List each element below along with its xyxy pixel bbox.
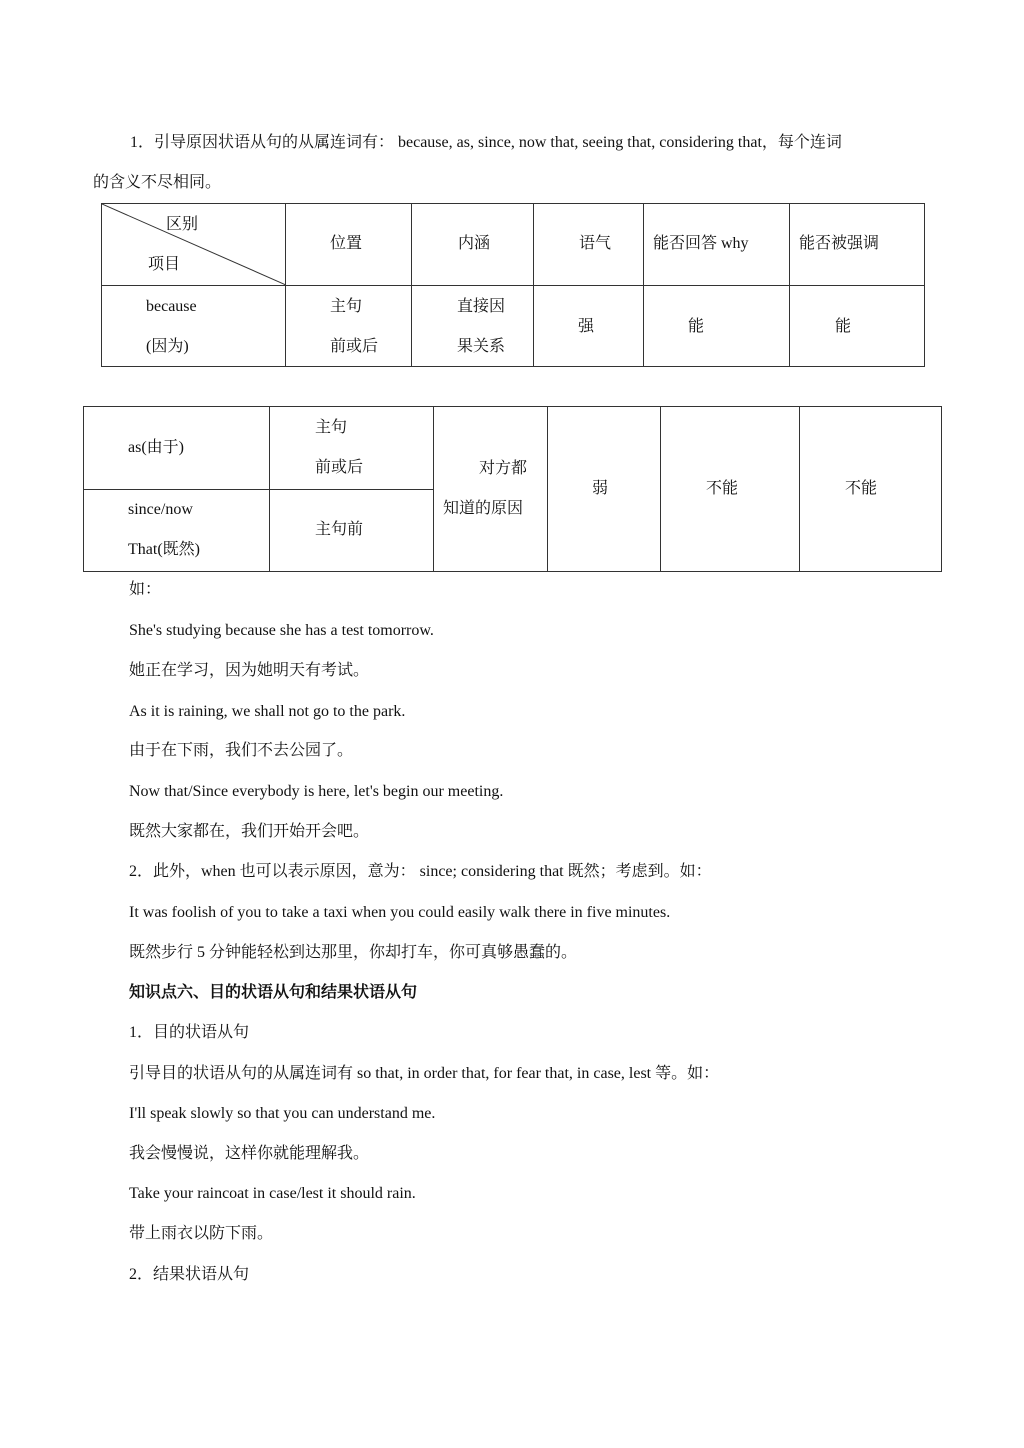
- body-line: I'll speak slowly so that you can understand me.: [129, 1105, 436, 1122]
- body-line: It was foolish of you to take a taxi when you could easily walk there in five minutes.: [129, 904, 671, 921]
- shared-meaning-line1: 对方都: [479, 459, 528, 477]
- diagonal-header-cell: [102, 204, 286, 286]
- since-item-line1: since/now: [128, 501, 193, 518]
- because-why: 能: [688, 318, 705, 335]
- subheading: 2．结果状语从句: [129, 1266, 250, 1283]
- subheading: 1．目的状语从句: [129, 1024, 250, 1041]
- body-line: 由于在下雨，我们不去公园了。: [129, 742, 354, 759]
- because-emphasis: 能: [835, 318, 852, 335]
- body-line: 引导目的状语从句的从属连词有 so that, in order that, for fear that, in case, lest 等。如：: [129, 1065, 720, 1082]
- since-item-line2: That(既然): [128, 541, 200, 558]
- body-line: 既然步行 5 分钟能轻松到达那里，你却打车，你可真够愚蠢的。: [129, 944, 578, 961]
- shared-emphasis: 不能: [845, 479, 878, 497]
- body-line: 2．此外，when 也可以表示原因，意为： since; considering that 既然；考虑到。如：: [129, 863, 712, 880]
- header-position: 位置: [330, 235, 363, 252]
- intro-line-1: 1．引导原因状语从句的从属连词有： because, as, since, now that, seeing that, considering that，每个连词: [130, 134, 842, 151]
- body-line: 我会慢慢说，这样你就能理解我。: [129, 1145, 370, 1162]
- as-item: as(由于): [128, 439, 184, 456]
- body-line: Now that/Since everybody is here, let's begin our meeting.: [129, 783, 504, 800]
- diag-header-bottom: 项目: [148, 256, 181, 273]
- header-why: 能否回答 why: [653, 235, 749, 252]
- because-item-line2: (因为): [146, 338, 189, 355]
- shared-why: 不能: [706, 479, 739, 497]
- diag-header-top: 区别: [166, 216, 199, 233]
- body-line: 如：: [129, 581, 162, 598]
- because-tone: 强: [578, 318, 595, 335]
- because-position-line1: 主句: [330, 298, 363, 315]
- because-item-line1: because: [146, 298, 197, 315]
- header-meaning: 内涵: [458, 235, 491, 252]
- shared-meaning-line2: 知道的原因: [443, 499, 524, 517]
- body-line: As it is raining, we shall not go to the park.: [129, 703, 406, 720]
- shared-tone: 弱: [592, 479, 609, 497]
- header-tone: 语气: [579, 235, 612, 252]
- comparison-table-2: [83, 406, 942, 572]
- since-position: 主句前: [315, 521, 364, 538]
- body-line: 她正在学习，因为她明天有考试。: [129, 662, 370, 679]
- header-emphasis: 能否被强调: [799, 235, 880, 252]
- intro-line-2: 的含义不尽相同。: [93, 174, 222, 191]
- because-meaning-line2: 果关系: [457, 338, 506, 355]
- body-line: 既然大家都在，我们开始开会吧。: [129, 823, 370, 840]
- as-position-line2: 前或后: [315, 459, 364, 476]
- body-line: Take your raincoat in case/lest it should rain.: [129, 1185, 416, 1202]
- body-line: She's studying because she has a test tomorrow.: [129, 622, 434, 639]
- as-position-line1: 主句: [315, 419, 348, 436]
- body-line: 带上雨衣以防下雨。: [129, 1225, 274, 1242]
- section-heading: 知识点六、目的状语从句和结果状语从句: [129, 984, 418, 1001]
- comparison-table-1: [101, 203, 925, 367]
- because-meaning-line1: 直接因: [457, 298, 506, 315]
- because-position-line2: 前或后: [330, 338, 379, 355]
